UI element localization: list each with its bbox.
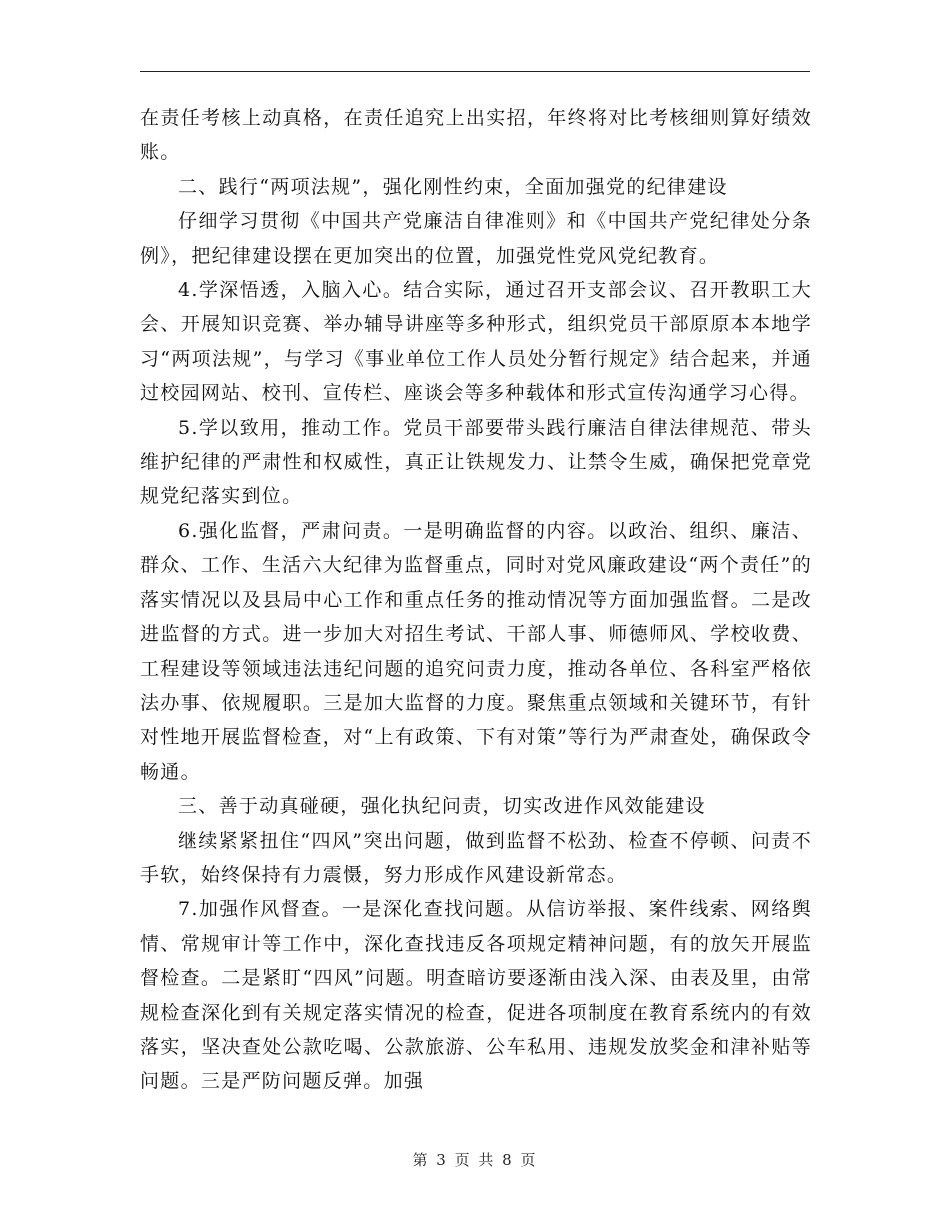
paragraph-item-5: 5.学以致用，推动工作。党员干部要带头践行廉洁自律法律规范、带头维护纪律的严肃性和权威性，真正让铁规发力、让禁令生威，确保把党章党规党纪落实到位。 [140, 416, 812, 508]
paragraph-intro-2: 仔细学习贯彻《中国共产党廉洁自律准则》和《中国共产党纪律处分条例》，把纪律建设摆在更加突出的位置，加强党性党风党纪教育。 [140, 210, 812, 267]
document-body [140, 101, 812, 1099]
paragraph-item-7: 7.加强作风督查。一是深化查找问题。从信访举报、案件线索、网络舆情、常规审计等工作中，深化查找违反各项规定精神问题，有的放矢开展监督检查。二是紧盯“四风”问题。明查暗访要逐渐由浅入深、由表及里，由常规检查深化到有关规定落实情况的检查，促进各项制度在教育系统内的有效落实，坚决查处公款吃喝、公款旅游、公车私用、违规发放奖金和津补贴等问题。三是严防问题反弹。加强 [140, 898, 812, 1093]
header-rule [140, 71, 810, 72]
paragraph-intro-3: 继续紧紧扭住“四风”突出问题，做到监督不松劲、检查不停顿、问责不手软，始终保持有力震慑，努力形成作风建设新常态。 [140, 829, 812, 886]
page-number: 第 3 页 共 8 页 [412, 1151, 538, 1169]
paragraph-item-6: 6.强化监督，严肃问责。一是明确监督的内容。以政治、组织、廉洁、群众、工作、生活六大纪律为监督重点，同时对党风廉政建设“两个责任”的落实情况以及县局中心工作和重点任务的推动情况等方面加强监督。二是改进监督的方式。进一步加大对招生考试、干部人事、师德师风、学校收费、工程建设等领域违法违纪问题的追究问责力度，推动各单位、各科室严格依法办事、依规履职。三是加大监督的力度。聚焦重点领域和关键环节，有针对性地开展监督检查，对“上有政策、下有对策”等行为严肃查处，确保政令畅通。 [140, 519, 812, 783]
paragraph-continuation: 在责任考核上动真格，在责任追究上出实招，年终将对比考核细则算好绩效账。 [140, 107, 812, 164]
section-heading-2: 二、践行“两项法规”，强化刚性约束，全面加强党的纪律建设 [178, 175, 728, 198]
paragraph-item-4: 4.学深悟透，入脑入心。结合实际，通过召开支部会议、召开教职工大会、开展知识竞赛、举办辅导讲座等多种形式，组织党员干部原原本本地学习“两项法规”，与学习《事业单位工作人员处分暂行规定》结合起来，并通过校园网站、校刊、宣传栏、座谈会等多种载体和形式宣传沟通学习心得。 [140, 279, 812, 405]
section-heading-3: 三、善于动真碰硬，强化执纪问责，切实改进作风效能建设 [178, 795, 706, 818]
